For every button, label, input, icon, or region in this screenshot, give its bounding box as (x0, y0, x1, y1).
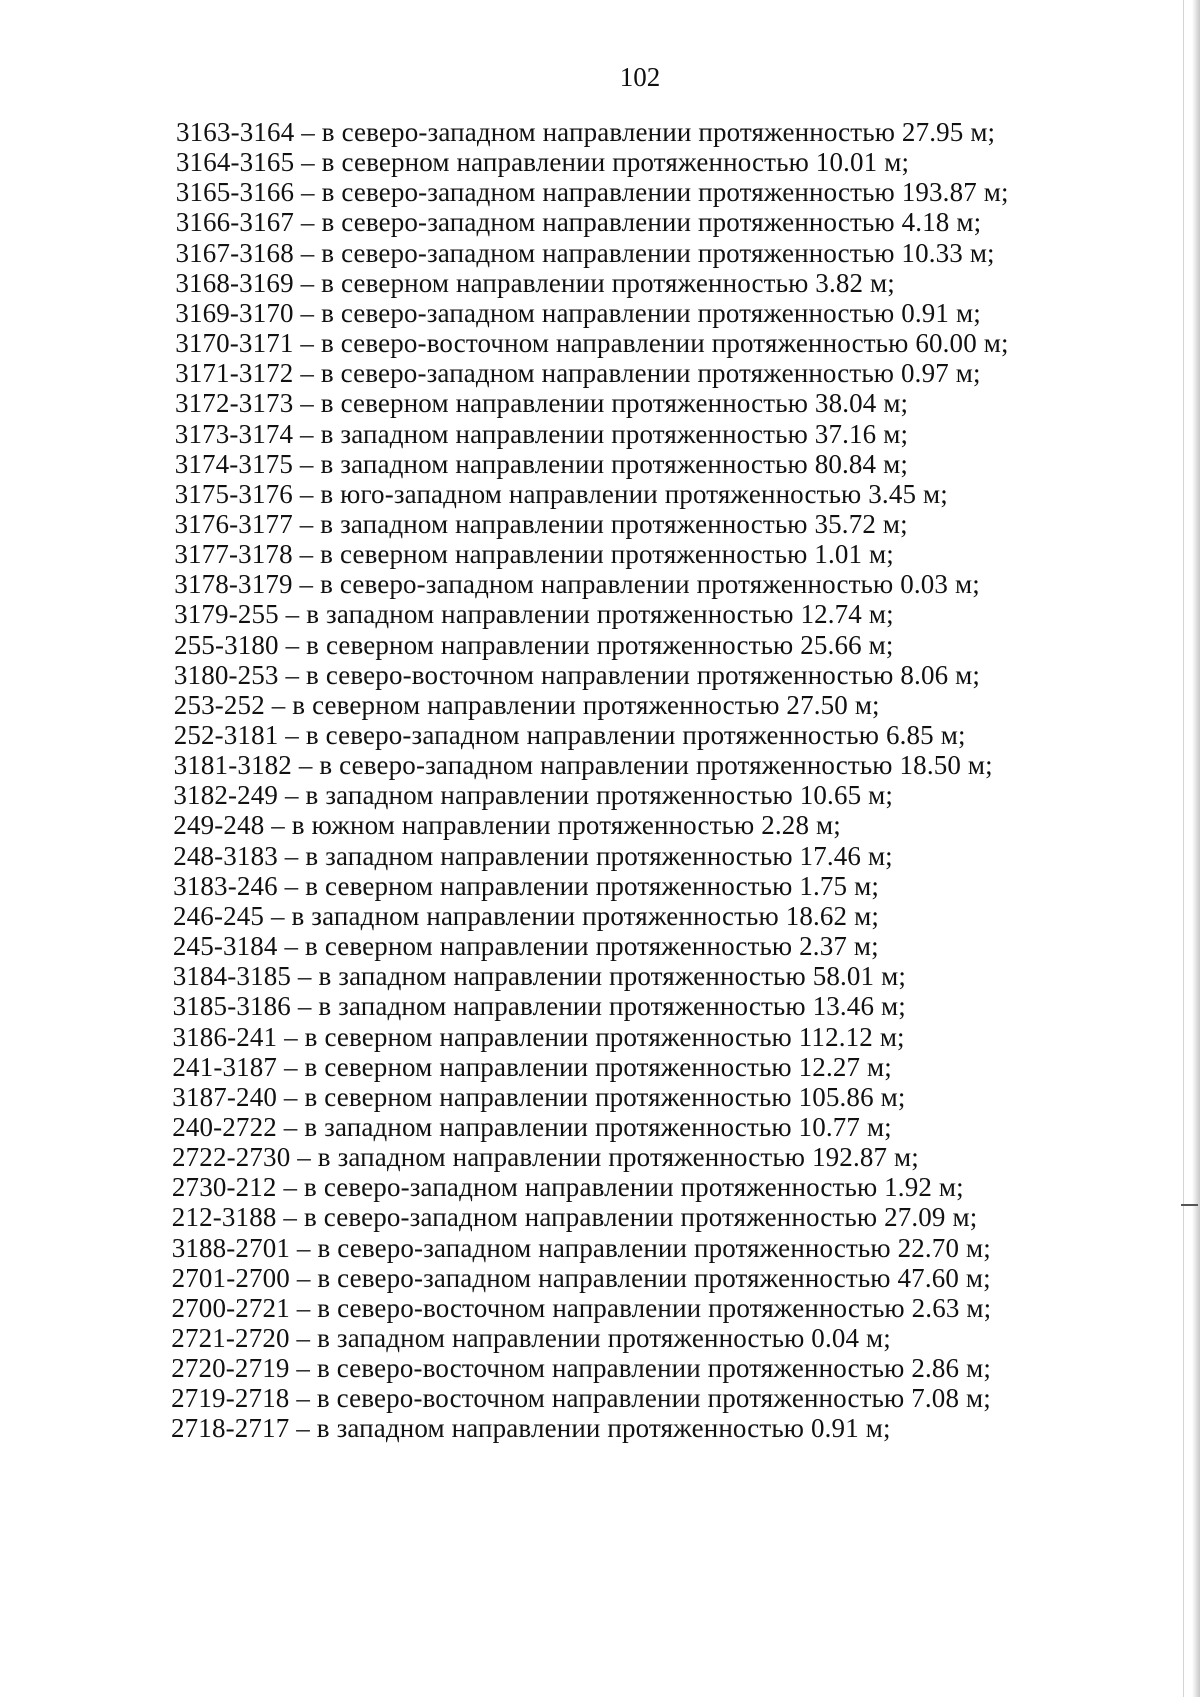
page-edge-mark (1181, 1204, 1198, 1206)
page-number: 102 (619, 62, 661, 92)
segment-line: 3182-249 – в западном направлении протяженностью 10.65 м; (173, 780, 894, 811)
segment-line: 253-252 – в северном направлении протяженностью 27.50 м; (173, 689, 880, 720)
segment-line: 3183-246 – в северном направлении протяженностью 1.75 м; (173, 870, 879, 901)
segment-line: 3164-3165 – в северном направлении протяженностью 10.01 м; (175, 147, 910, 178)
segment-line: 3166-3167 – в северо-западном направлении протяженностью 4.18 м; (175, 207, 982, 238)
segment-line: 2718-2717 – в западном направлении протяженностью 0.91 м; (171, 1413, 891, 1444)
segment-line: 3174-3175 – в западном направлении протяженностью 80.84 м; (174, 448, 908, 479)
segment-line: 2720-2719 – в северо-восточном направлении протяженностью 2.86 м; (171, 1353, 991, 1384)
page-edge-shadow (1192, 0, 1200, 1697)
segment-line: 2719-2718 – в северо-восточном направлении протяженностью 7.08 м; (171, 1383, 991, 1414)
segment-line: 2700-2721 – в северо-восточном направлении протяженностью 2.63 м; (171, 1292, 992, 1323)
segment-line: 3165-3166 – в северо-западном направлении протяженностью 193.87 м; (175, 177, 1009, 208)
segment-line: 212-3188 – в северо-западном направлении протяженностью 27.09 м; (171, 1202, 978, 1233)
segment-line: 3178-3179 – в северо-западном направлении протяженностью 0.03 м; (174, 569, 980, 600)
segment-line: 3179-255 – в западном направлении протяженностью 12.74 м; (174, 599, 894, 630)
segment-line: 246-245 – в западном направлении протяженностью 18.62 м; (173, 900, 879, 931)
segment-line: 3185-3186 – в западном направлении протяженностью 13.46 м; (172, 991, 906, 1022)
segment-line: 248-3183 – в западном направлении протяженностью 17.46 м; (173, 840, 893, 871)
segment-line: 2721-2720 – в западном направлении протяженностью 0.04 м; (171, 1323, 891, 1353)
segment-line: 3186-241 – в северном направлении протяженностью 112.12 м; (172, 1021, 905, 1052)
segment-line: 2730-212 – в северо-западном направлении протяженностью 1.92 м; (171, 1172, 964, 1203)
segment-line: 3175-3176 – в юго-западном направлении протяженностью 3.45 м; (174, 478, 948, 509)
segment-line: 3172-3173 – в северном направлении протяженностью 38.04 м; (175, 388, 909, 419)
segment-line: 3180-253 – в северо-восточном направлении протяженностью 8.06 м; (173, 659, 981, 690)
segment-line: 3167-3168 – в северо-западном направлении протяженностью 10.33 м; (175, 237, 995, 268)
segment-line: 3168-3169 – в северном направлении протяженностью 3.82 м; (175, 267, 895, 298)
segment-line: 3187-240 – в северном направлении протяженностью 105.86 м; (172, 1081, 906, 1112)
segment-line: 249-248 – в южном направлении протяженностью 2.28 м; (173, 810, 841, 841)
segment-line: 3163-3164 – в северо-западном направлении протяженностью 27.95 м; (176, 117, 996, 147)
segment-line: 3184-3185 – в западном направлении протяженностью 58.01 м; (172, 961, 906, 992)
segment-line: 3169-3170 – в северо-западном направлении протяженностью 0.91 м; (175, 297, 981, 328)
segment-line: 241-3187 – в северном направлении протяженностью 12.27 м; (172, 1051, 892, 1082)
page-edge-line (1183, 0, 1184, 1697)
segment-line: 240-2722 – в западном направлении протяженностью 10.77 м; (172, 1111, 892, 1142)
segment-line: 3177-3178 – в северном направлении протяженностью 1.01 м; (174, 539, 894, 570)
segment-line: 245-3184 – в северном направлении протяженностью 2.37 м; (172, 931, 879, 962)
segment-line: 3171-3172 – в северо-западном направлении протяженностью 0.97 м; (175, 358, 981, 389)
segment-line: 2722-2730 – в западном направлении протяженностью 192.87 м; (172, 1142, 919, 1173)
segment-line: 3173-3174 – в западном направлении протяженностью 37.16 м; (174, 418, 909, 449)
segment-line: 255-3180 – в северном направлении протяженностью 25.66 м; (174, 629, 894, 660)
segment-line: 3176-3177 – в западном направлении протяженностью 35.72 м; (174, 508, 908, 539)
segment-line: 3181-3182 – в северо-западном направлении протяженностью 18.50 м; (173, 750, 993, 781)
segment-line: 3188-2701 – в северо-западном направлении протяженностью 22.70 м; (171, 1232, 991, 1263)
segment-line: 252-3181 – в северо-западном направлении протяженностью 6.85 м; (173, 720, 966, 750)
segment-line: 3170-3171 – в северо-восточном направлении протяженностью 60.00 м; (175, 328, 1009, 359)
segment-line: 2701-2700 – в северо-западном направлении протяженностью 47.60 м; (171, 1262, 991, 1293)
